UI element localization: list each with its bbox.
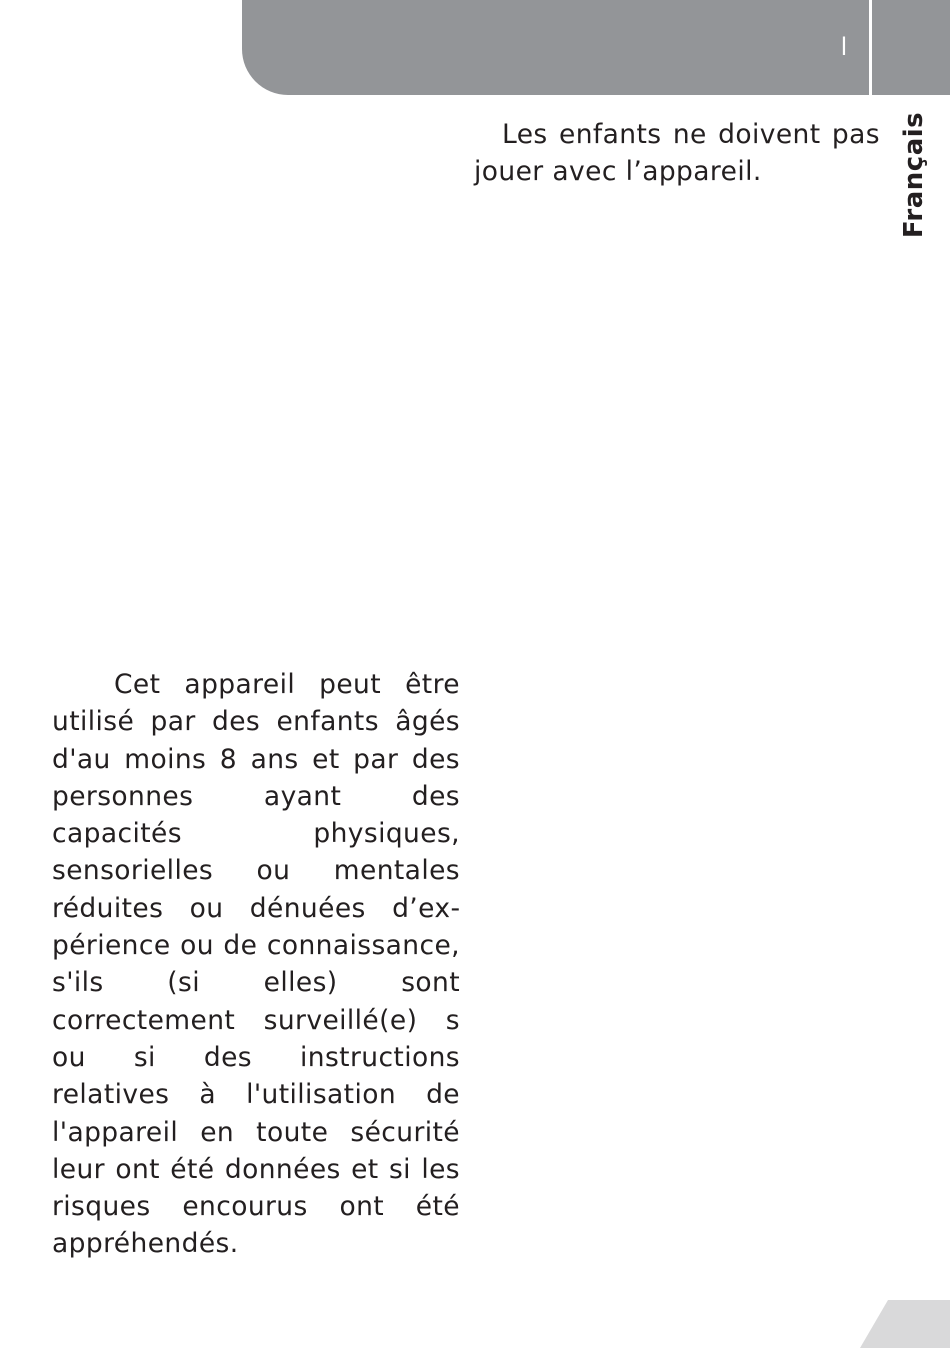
header-page-mark: l: [840, 33, 848, 61]
warning-paragraph-children: Les enfants ne doivent pas jouer avec l’appareil.: [474, 119, 880, 187]
header-divider: [869, 0, 872, 95]
page-corner-tab: [860, 1300, 950, 1348]
safety-paragraph-usage: Cet appareil peut être utilisé par des enfants âgés d'au moins 8 ans et par des personnes ayant des capacités physiques, sensorielles ou mentales réduites ou dénuées d’expérience ou de connaissance, s'ils (si elles) sont correctement surveillé(e) s ou si des instructions relatives à l'utilisation de l'appareil en toute sécurité leur ont été données et si les risques encourus ont été appréhendés.: [52, 669, 460, 1260]
language-tab: [894, 110, 934, 240]
language-label: Français: [899, 111, 929, 239]
